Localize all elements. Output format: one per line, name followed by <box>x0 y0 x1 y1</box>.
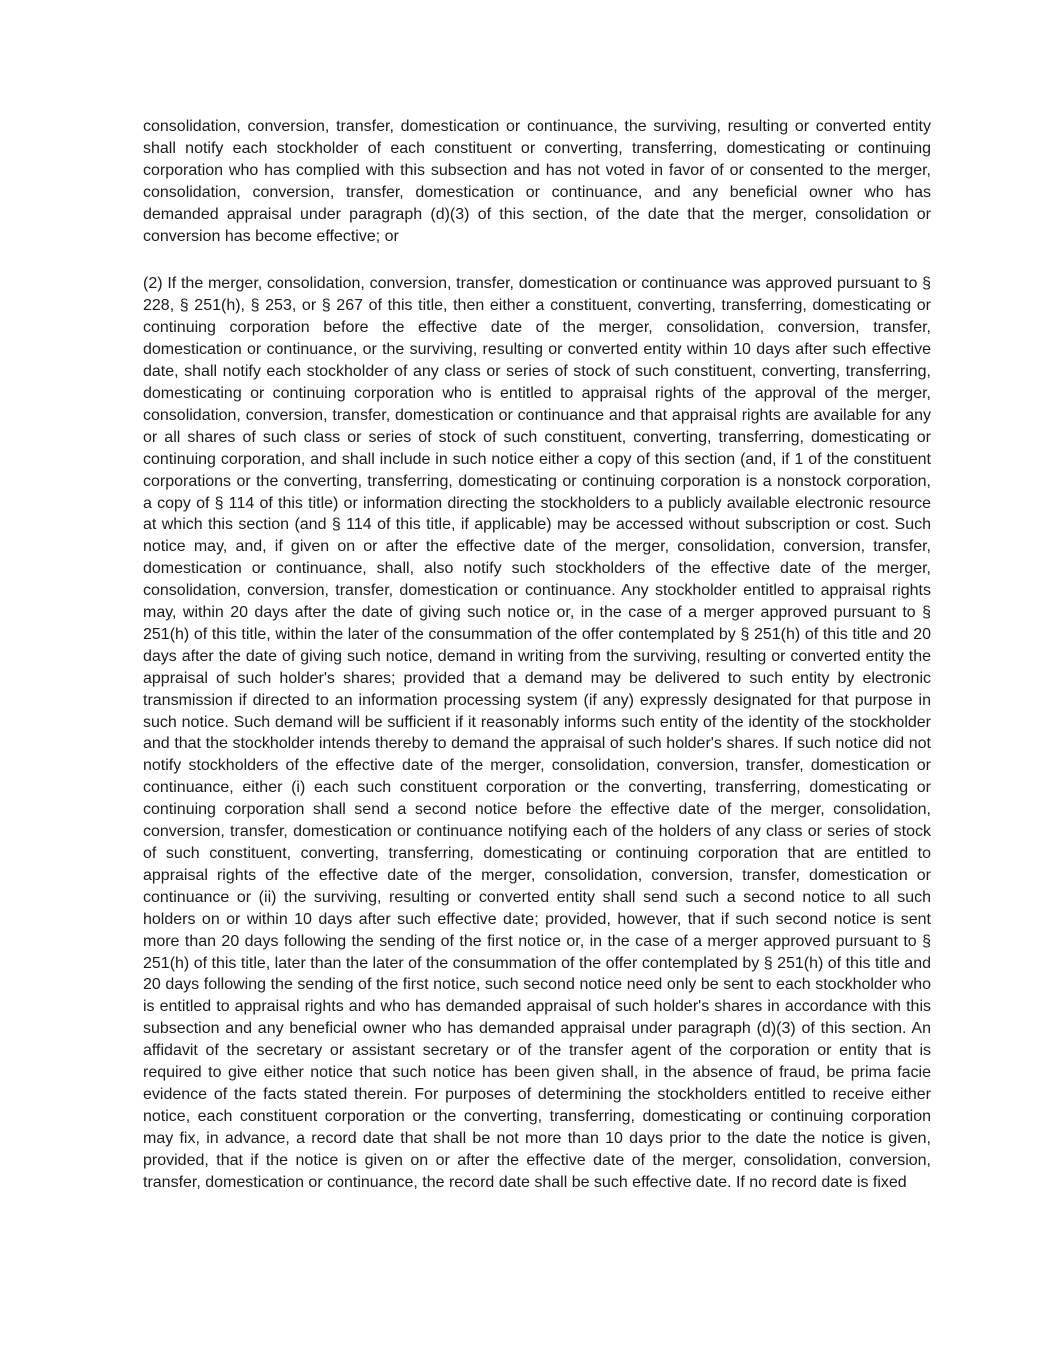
legal-paragraph-2: (2) If the merger, consolidation, conversion, transfer, domestication or continuance was approved pursuant to § 228, § 251(h), § 253, or § 267 of this title, then either a constituent, converting, transferring, domesticating or continuing corporation before the effective date of the merger, consolidation, conversion, transfer, domestication or continuance, or the surviving, resulting or converted entity within 10 days after such effective date, shall notify each stockholder of any class or series of stock of such constituent, converting, transferring, domesticating or continuing corporation who is entitled to appraisal rights of the approval of the merger, consolidation, conversion, transfer, domestication or continuance and that appraisal rights are available for any or all shares of such class or series of stock of such constituent, converting, transferring, domesticating or continuing corporation, and shall include in such notice either a copy of this section (and, if 1 of the constituent corporations or the converting, transferring, domesticating or continuing corporation is a nonstock corporation, a copy of § 114 of this title) or information directing the stockholders to a publicly available electronic resource at which this section (and § 114 of this title, if applicable) may be accessed without subscription or cost. Such notice may, and, if given on or after the effective date of the merger, consolidation, conversion, transfer, domestication or continuance, shall, also notify such stockholders of the effective date of the merger, consolidation, conversion, transfer, domestication or continuance. Any stockholder entitled to appraisal rights may, within 20 days after the date of giving such notice or, in the case of a merger approved pursuant to § 251(h) of this title, within the later of the consummation of the offer contemplated by § 251(h) of this title and 20 days after the date of giving such notice, demand in writing from the surviving, resulting or converted entity the appraisal of such holder's shares; provided that a demand may be delivered to such entity by electronic transmission if directed to an information processing system (if any) expressly designated for that purpose in such notice. Such demand will be sufficient if it reasonably informs such entity of the identity of the stockholder and that the stockholder intends thereby to demand the appraisal of such holder's shares. If such notice did not notify stockholders of the effective date of the merger, consolidation, conversion, transfer, domestication or continuance, either (i) each such constituent corporation or the converting, transferring, domesticating or continuing corporation shall send a second notice before the effective date of the merger, consolidation, conversion, transfer, domestication or continuance notifying each of the holders of any class or series of stock of such constituent, converting, transferring, domesticating or continuing corporation that are entitled to appraisal rights of the effective date of the merger, consolidation, conversion, transfer, domestication or continuance or (ii) the surviving, resulting or converted entity shall send such a second notice to all such holders on or within 10 days after such effective date; provided, however, that if such second notice is sent more than 20 days following the sending of the first notice or, in the case of a merger approved pursuant to § 251(h) of this title, later than the later of the consummation of the offer contemplated by § 251(h) of this title and 20 days following the sending of the first notice, such second notice need only be sent to each stockholder who is entitled to appraisal rights and who has demanded appraisal of such holder's shares in accordance with this subsection and any beneficial owner who has demanded appraisal under paragraph (d)(3) of this section. An affidavit of the secretary or assistant secretary or of the transfer agent of the corporation or entity that is required to give either notice that such notice has been given shall, in the absence of fraud, be prima facie evidence of the facts stated therein. For purposes of determining the stockholders entitled to receive either notice, each constituent corporation or the converting, transferring, domesticating or continuing corporation may fix, in advance, a record date that shall be not more than 10 days prior to the date the notice is given, provided, that if the notice is given on or after the effective date of the merger, consolidation, conversion, transfer, domestication or continuance, the record date shall be such effective date. If no record date is fixed <box>143 275 931 1191</box>
legal-paragraph-1: consolidation, conversion, transfer, domestication or continuance, the surviving, resulting or converted entity shall notify each stockholder of each constituent or converting, transferring, domesticating or continuing corporation who has complied with this subsection and has not voted in favor of or consented to the merger, consolidation, conversion, transfer, domestication or continuance, and any beneficial owner who has demanded appraisal under paragraph (d)(3) of this section, of the date that the merger, consolidation or conversion has become effective; or <box>143 118 931 245</box>
legal-text-block <box>143 116 931 1220</box>
